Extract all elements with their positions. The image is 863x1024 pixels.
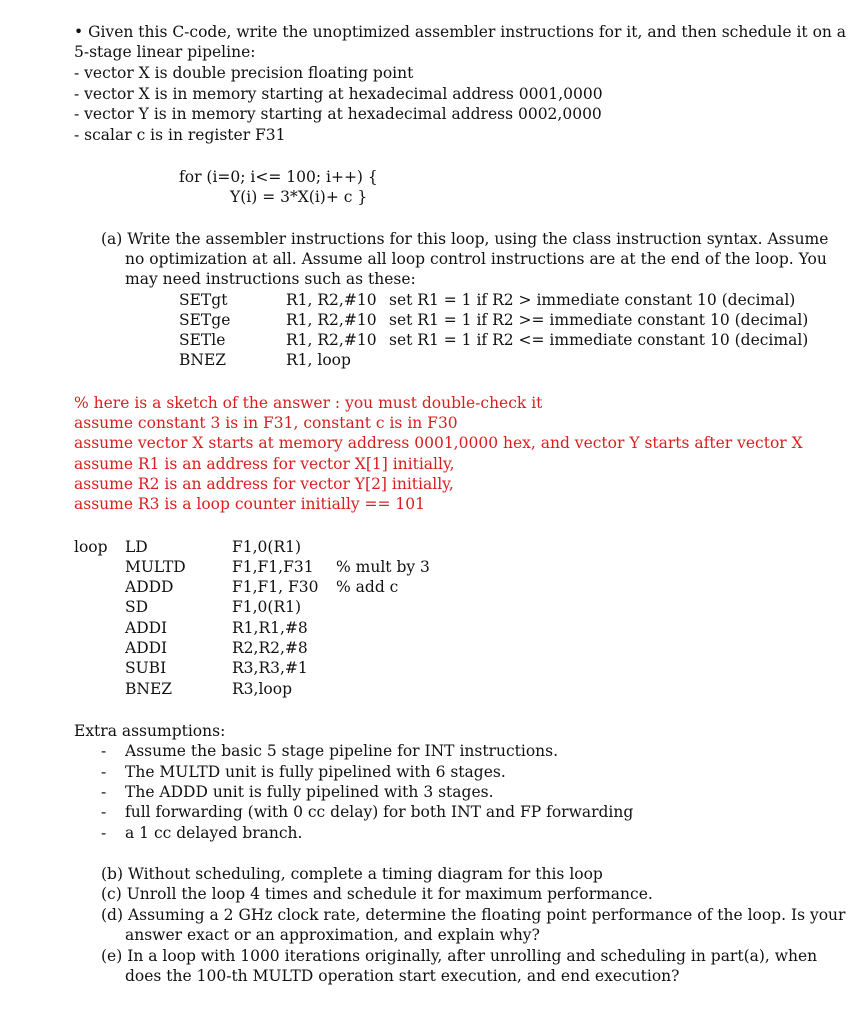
instr-args: R1, loop (286, 351, 351, 369)
extra-item: a 1 cc delayed branch. (125, 824, 303, 842)
asm-op: SD (125, 598, 149, 616)
asm-args: R3,loop (232, 680, 293, 698)
question-d-line-2: answer exact or an approximation, and explain why? (125, 926, 540, 944)
extra-item: full forwarding (with 0 cc delay) for both INT and FP forwarding (125, 803, 634, 821)
sketch-line: assume vector X starts at memory address 0001,0000 hex, and vector Y starts after vector X (74, 434, 803, 452)
instr-desc: set R1 = 1 if R2 >= immediate constant 10 (decimal) (389, 311, 809, 329)
extra-item: Assume the basic 5 stage pipeline for INT instructions. (125, 742, 559, 760)
intro-item: - scalar c is in register F31 (74, 126, 286, 144)
question-e-line-1: (e) In a loop with 1000 iterations originally, after unrolling and scheduling in part(a), when (101, 947, 818, 965)
extra-heading: Extra assumptions: (74, 722, 226, 740)
intro-item: - vector X is in memory starting at hexadecimal address 0001,0000 (74, 85, 603, 103)
question-b: (b) Without scheduling, complete a timing diagram for this loop (101, 865, 603, 883)
instr-op: SETgt (179, 291, 228, 309)
instr-args: R1, R2,#10 (286, 291, 377, 309)
code-line-2: Y(i) = 3*X(i)+ c } (230, 188, 368, 206)
instr-op: SETge (179, 311, 231, 329)
instr-desc: set R1 = 1 if R2 <= immediate constant 10 (decimal) (389, 331, 809, 349)
asm-op: ADDI (125, 639, 168, 657)
instr-args: R1, R2,#10 (286, 331, 377, 349)
asm-args: F1,0(R1) (232, 538, 302, 556)
part-a-line-1: (a) Write the assembler instructions for this loop, using the class instruction syntax. Assume (101, 230, 829, 248)
question-e-line-2: does the 100-th MULTD operation start execution, and end execution? (125, 967, 680, 985)
instr-op: SETle (179, 331, 226, 349)
asm-comment: % add c (336, 578, 399, 596)
extra-item: The ADDD unit is fully pipelined with 3 stages. (125, 783, 494, 801)
intro-line-2: 5-stage linear pipeline: (74, 43, 256, 61)
part-a-line-3: may need instructions such as these: (125, 270, 416, 288)
question-c: (c) Unroll the loop 4 times and schedule it for maximum performance. (101, 885, 653, 903)
dash-icon: - (101, 824, 107, 842)
dash-icon: - (101, 763, 107, 781)
question-d-line-1: (d) Assuming a 2 GHz clock rate, determine the floating point performance of the loop. Is your (101, 906, 846, 924)
asm-op: LD (125, 538, 148, 556)
asm-comment: % mult by 3 (336, 558, 430, 576)
asm-args: R3,R3,#1 (232, 659, 308, 677)
dash-icon: - (101, 783, 107, 801)
sketch-line: assume constant 3 is in F31, constant c is in F30 (74, 414, 458, 432)
asm-op: BNEZ (125, 680, 173, 698)
asm-op: ADDD (125, 578, 174, 596)
loop-label: loop (74, 538, 108, 556)
instr-args: R1, R2,#10 (286, 311, 377, 329)
asm-args: R1,R1,#8 (232, 619, 308, 637)
dash-icon: - (101, 742, 107, 760)
intro-item: - vector X is double precision floating point (74, 64, 414, 82)
asm-args: F1,F1, F30 (232, 578, 319, 596)
part-a-line-2: no optimization at all. Assume all loop control instructions are at the end of the loop. You (125, 250, 827, 268)
asm-args: F1,F1,F31 (232, 558, 314, 576)
instr-desc: set R1 = 1 if R2 > immediate constant 10 (decimal) (389, 291, 796, 309)
dash-icon: - (101, 803, 107, 821)
code-line-1: for (i=0; i<= 100; i++) { (179, 168, 378, 186)
extra-item: The MULTD unit is fully pipelined with 6 stages. (125, 763, 506, 781)
asm-args: F1,0(R1) (232, 598, 302, 616)
intro-line-1: • Given this C-code, write the unoptimized assembler instructions for it, and then schedule it on a (74, 23, 847, 41)
sketch-line: assume R3 is a loop counter initially == 101 (74, 495, 425, 513)
asm-op: SUBI (125, 659, 167, 677)
asm-op: ADDI (125, 619, 168, 637)
asm-args: R2,R2,#8 (232, 639, 308, 657)
bullet-icon: • (74, 23, 84, 41)
sketch-line: % here is a sketch of the answer : you must double-check it (74, 394, 543, 412)
sketch-line: assume R2 is an address for vector Y[2] initially, (74, 475, 454, 493)
intro-item: - vector Y is in memory starting at hexadecimal address 0002,0000 (74, 105, 602, 123)
sketch-line: assume R1 is an address for vector X[1] initially, (74, 455, 455, 473)
instr-op: BNEZ (179, 351, 227, 369)
asm-op: MULTD (125, 558, 186, 576)
